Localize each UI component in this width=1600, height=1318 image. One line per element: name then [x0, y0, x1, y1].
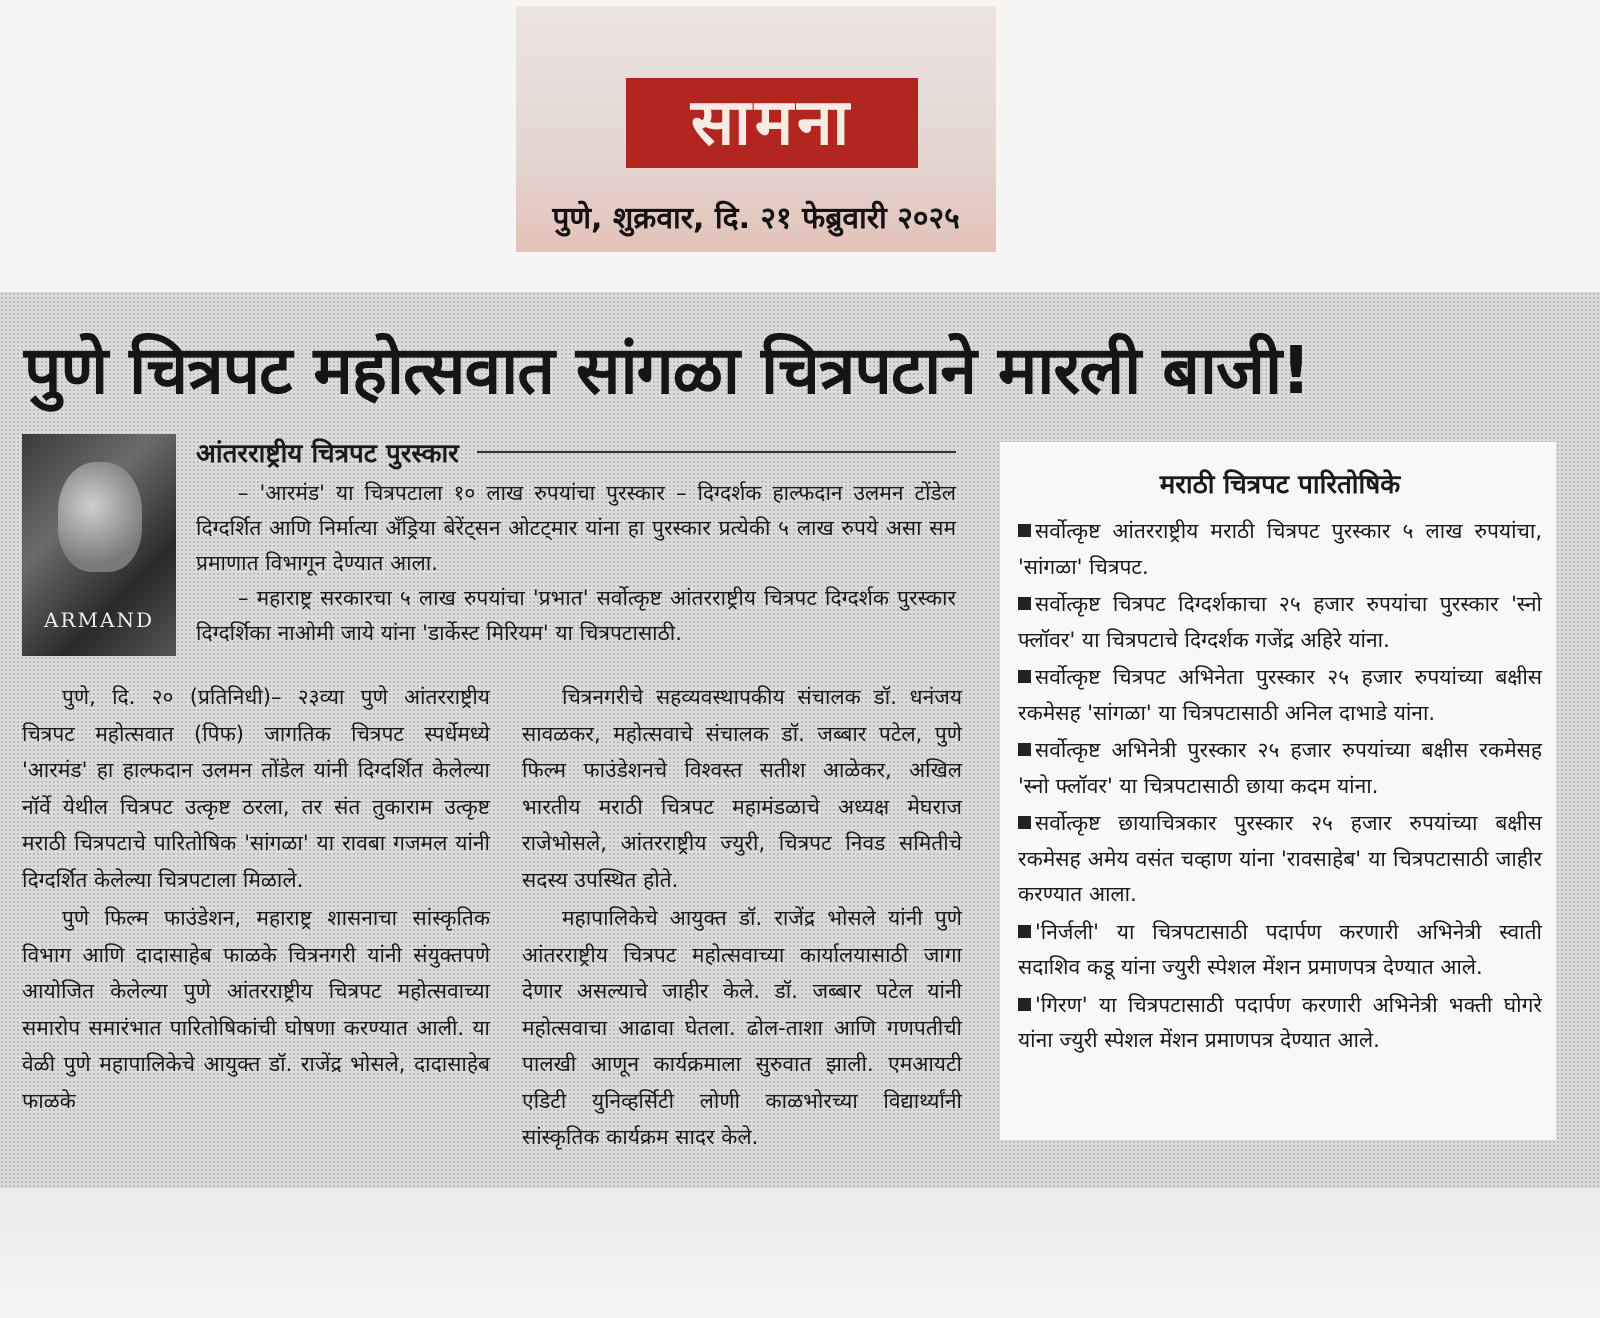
award-item [1018, 915, 1542, 986]
dateline: पुणे, शुक्रवार, दि. २१ फेब्रुवारी २०२५ [552, 201, 960, 236]
square-bullet-icon [1018, 998, 1031, 1011]
portrait-face [58, 462, 142, 572]
international-heading-row [196, 432, 956, 472]
international-heading: आंतरराष्ट्रीय चित्रपट पुरस्कार [196, 439, 459, 469]
award-item [1018, 514, 1542, 585]
marathi-awards-title: मराठी चित्रपट पारितोषिके [1159, 470, 1401, 500]
award-item [1018, 587, 1542, 658]
award-text: सर्वोत्कृष्ट चित्रपट दिग्दर्शकाचा २५ हजार रुपयांचा पुरस्कार 'स्नो फ्लॉवर' या चित्रपटाचे दिग्दर्शक गजेंद्र अहिरे यांना. [1018, 592, 1542, 652]
body-column-1 [22, 679, 490, 1119]
international-awards [196, 432, 956, 651]
page-bottom-margin [0, 1188, 1600, 1318]
film-poster-photo [22, 434, 176, 656]
masthead-clipping [516, 6, 996, 252]
body-column-2 [522, 679, 962, 1156]
square-bullet-icon [1018, 597, 1031, 610]
headline-part2: चित्रपटाने मारली बाजी! [738, 332, 1311, 409]
headline-part1: पुणे चित्रपट महोत्सवात [24, 332, 576, 409]
award-text: सर्वोत्कृष्ट अभिनेत्री पुरस्कार २५ हजार रुपयांच्या बक्षीस रकमेसह 'स्नो फ्लॉवर' या चित्रपटासाठी छाया कदम यांना. [1018, 738, 1542, 798]
marathi-awards-list [1018, 514, 1542, 1059]
square-bullet-icon [1018, 743, 1031, 756]
square-bullet-icon [1018, 670, 1031, 683]
body-paragraph: चित्रनगरीचे सहव्यवस्थापकीय संचालक डॉ. धनंजय सावळकर, महोत्सवाचे संचालक डॉ. जब्बार पटेल, पुणे फिल्म फाउंडेशनचे विश्वस्त सतीश आळेकर, अखिल भारतीय मराठी चित्रपट महामंडळाचे अध्यक्ष मेघराज राजेभोसले, आंतरराष्ट्रीय ज्युरी, चित्रपट निवड समितीचे सदस्य उपस्थित होते. [522, 685, 962, 892]
award-item [1018, 988, 1542, 1059]
award-text: सर्वोत्कृष्ट छायाचित्रकार पुरस्कार २५ हजार रुपयांच्या बक्षीस रकमेसह अमेय वसंत चव्हाण यांना 'रावसाहेब' या चित्रपटासाठी जाहीर करण्यात आला. [1018, 811, 1542, 906]
international-body [196, 476, 956, 651]
award-item [1018, 660, 1542, 731]
international-para: – 'आरमंड' या चित्रपटाला १० लाख रुपयांचा पुरस्कार – दिग्दर्शक हाल्फदान उलमन टोंडेल दिग्दर्शित आणि निर्मात्या अँड्रिया बेरेंट्सन ओटट्मार यांना हा पुरस्कार प्रत्येकी ५ लाख रुपये असा सम प्रमाणात विभागून देण्यात आला. [196, 481, 956, 575]
logo-text: सामना [690, 86, 854, 160]
square-bullet-icon [1018, 925, 1031, 938]
body-paragraph: पुणे, दि. २० (प्रतिनिधी)– २३व्या पुणे आंतरराष्ट्रीय चित्रपट महोत्सवात (पिफ) जागतिक चित्रपट स्पर्धेमध्ये 'आरमंड' हा हाल्फदान उलमन तोंडेल यांनी दिग्दर्शित केलेल्या नॉर्वे येथील चित्रपट उत्कृष्ट ठरला, तर संत तुकाराम उत्कृष्ट मराठी चित्रपटाचे पारितोषिक 'सांगळा' या रावबा गजमल यांनी दिग्दर्शित केलेल्या चित्रपटाला मिळाले. [22, 685, 490, 892]
award-item [1018, 806, 1542, 913]
marathi-awards-box [1000, 442, 1556, 1140]
award-text: 'निर्जली' या चित्रपटासाठी पदार्पण करणारी अभिनेत्री स्वाती सदाशिव कडू यांना ज्युरी स्पेशल मेंशन प्रमाणपत्र देण्यात आले. [1018, 919, 1542, 979]
heading-rule [477, 451, 956, 453]
international-para: – महाराष्ट्र सरकारचा ५ लाख रुपयांचा 'प्रभात' सर्वोत्कृष्ट आंतरराष्ट्रीय चित्रपट दिग्दर्शक पुरस्कार दिग्दर्शिका नाओमी जाये यांना 'डार्केस्ट मिरियम' या चित्रपटासाठी. [196, 586, 956, 645]
body-paragraph: पुणे फिल्म फाउंडेशन, महाराष्ट्र शासनाचा सांस्कृतिक विभाग आणि दादासाहेब फाळके चित्रनगरी यांनी संयुक्तपणे आयोजित केलेल्या पुणे आंतरराष्ट्रीय चित्रपट महोत्सवाच्या समारोप समारंभात पारितोषिकांची घोषणा करण्यात आली. या वेळी पुणे महापालिकेचे आयुक्त डॉ. राजेंद्र भोसले, दादासाहेब फाळके [22, 906, 490, 1113]
poster-caption: ARMAND [44, 608, 154, 632]
square-bullet-icon [1018, 816, 1031, 829]
award-item [1018, 733, 1542, 804]
square-bullet-icon [1018, 524, 1031, 537]
article-clipping [0, 292, 1600, 1188]
award-text: सर्वोत्कृष्ट चित्रपट अभिनेता पुरस्कार २५ हजार रुपयांच्या बक्षीस रकमेसह 'सांगळा' या चित्रपटासाठी अनिल दाभाडे यांना. [1018, 665, 1542, 725]
award-text: सर्वोत्कृष्ट आंतरराष्ट्रीय मराठी चित्रपट पुरस्कार ५ लाख रुपयांचा, 'सांगळा' चित्रपट. [1018, 519, 1542, 579]
body-paragraph: महापालिकेचे आयुक्त डॉ. राजेंद्र भोसले यांनी पुणे आंतरराष्ट्रीय चित्रपट महोत्सवाच्या कार्यालयासाठी जागा देणार असल्याचे जाहीर केले. डॉ. जब्बार पटेल यांनी महोत्सवाचा आढावा घेतला. ढोल-ताशा आणि गणपतीची पालखी आणून कार्यक्रमाला सुरुवात झाली. एमआयटी एडिटी युनिव्हर्सिटी लोणी काळभोरच्या विद्यार्थ्यांनी सांस्कृतिक कार्यक्रम सादर केले. [522, 906, 962, 1149]
headline-highlight: सांगळा [575, 332, 739, 409]
newspaper-logo [626, 78, 918, 168]
award-text: 'गिरण' या चित्रपटासाठी पदार्पण करणारी अभिनेत्री भक्ती घोगरे यांना ज्युरी स्पेशल मेंशन प्रमाणपत्र देण्यात आले. [1018, 992, 1542, 1052]
headline [24, 316, 1564, 426]
